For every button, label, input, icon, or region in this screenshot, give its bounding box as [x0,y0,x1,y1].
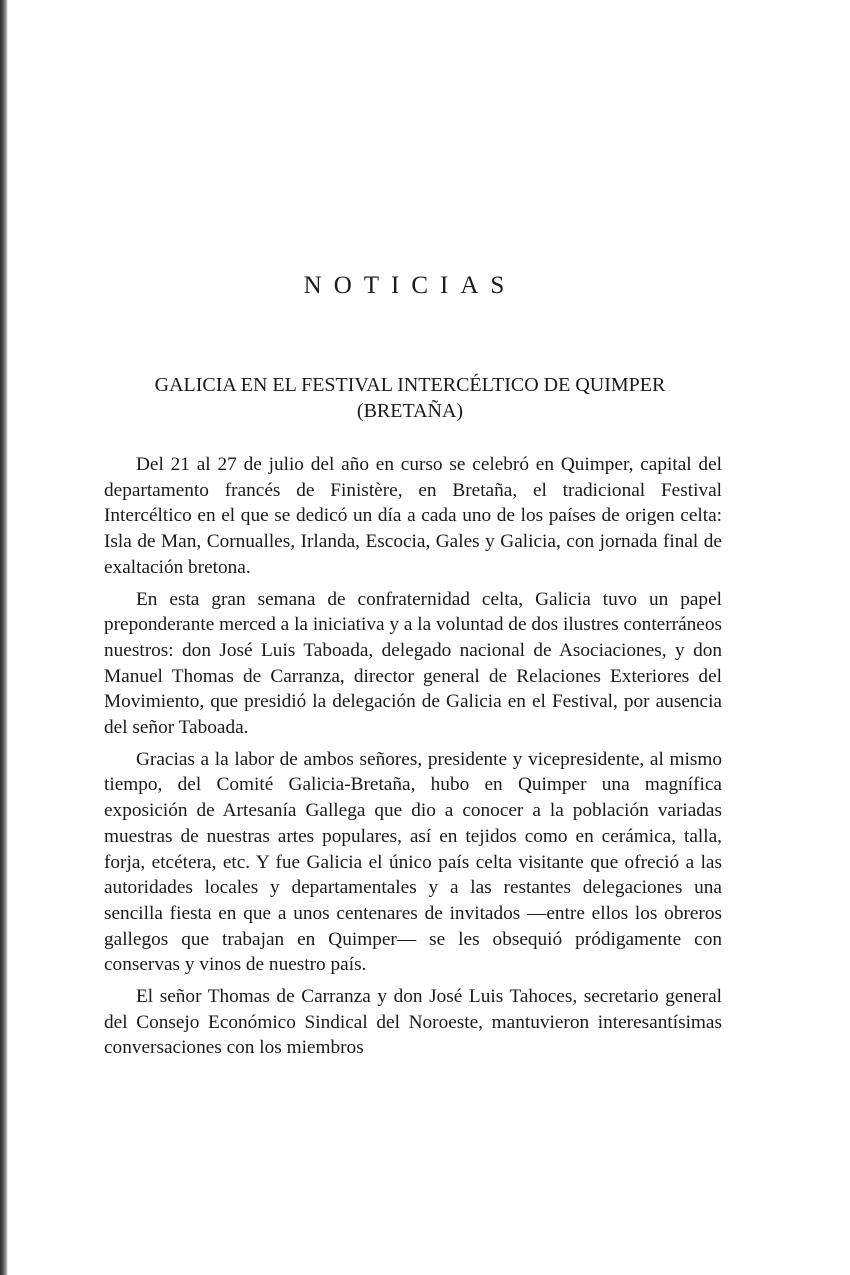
article-title-line-2: (BRETAÑA) [356,400,464,422]
scan-edge-shadow [0,0,8,1275]
article-body [104,452,722,1067]
article-title [100,372,720,424]
paragraph: En esta gran semana de confraternidad celta, Galicia tuvo un papel preponderante merced a la iniciativa y a la voluntad de dos ilustres conterráneos nuestros: don José Luis Taboada, delegado nacional de Asociaciones, y don Manuel Thomas de Carranza, director general de Relaciones Exteriores del Movimiento, que presidió la delegación de Galicia en el Festival, por ausencia del señor Taboada. [104,588,722,739]
paragraph: Del 21 al 27 de julio del año en curso se celebró en Quimper, capital del departamento francés de Finistère, en Bretaña, el tradicional Festival Intercéltico en el que se dedicó un día a cada uno de los países de origen celta: Isla de Man, Cornualles, Irlanda, Escocia, Gales y Galicia, con jornada final de exaltación bretona. [104,454,722,578]
article-title-line-1: GALICIA EN EL FESTIVAL INTERCÉLTICO DE QUIMPER [154,374,666,396]
section-title: NOTICIAS [303,272,517,299]
paragraph: Gracias a la labor de ambos señores, presidente y vicepresidente, al mismo tiempo, del Comité Galicia-Bretaña, hubo en Quimper una magnífica exposición de Artesanía Gallega que dio a conocer a la población variadas muestras de nuestras artes populares, así en tejidos como en cerámica, talla, forja, etcétera, etc. Y fue Galicia el único país celta visitante que ofreció a las autoridades locales y departamentales y a las restantes delegaciones una sencilla fiesta en que a unos centenares de invitados —entre ellos los obreros gallegos que trabajan en Quimper— se les obsequió pródigamente con conservas y vinos de nuestro país. [104,748,722,976]
paragraph: El señor Thomas de Carranza y don José Luis Tahoces, secretario general del Consejo Económico Sindical del Noroeste, mantuvieron interesantísimas conversaciones con los miembros [104,986,722,1059]
